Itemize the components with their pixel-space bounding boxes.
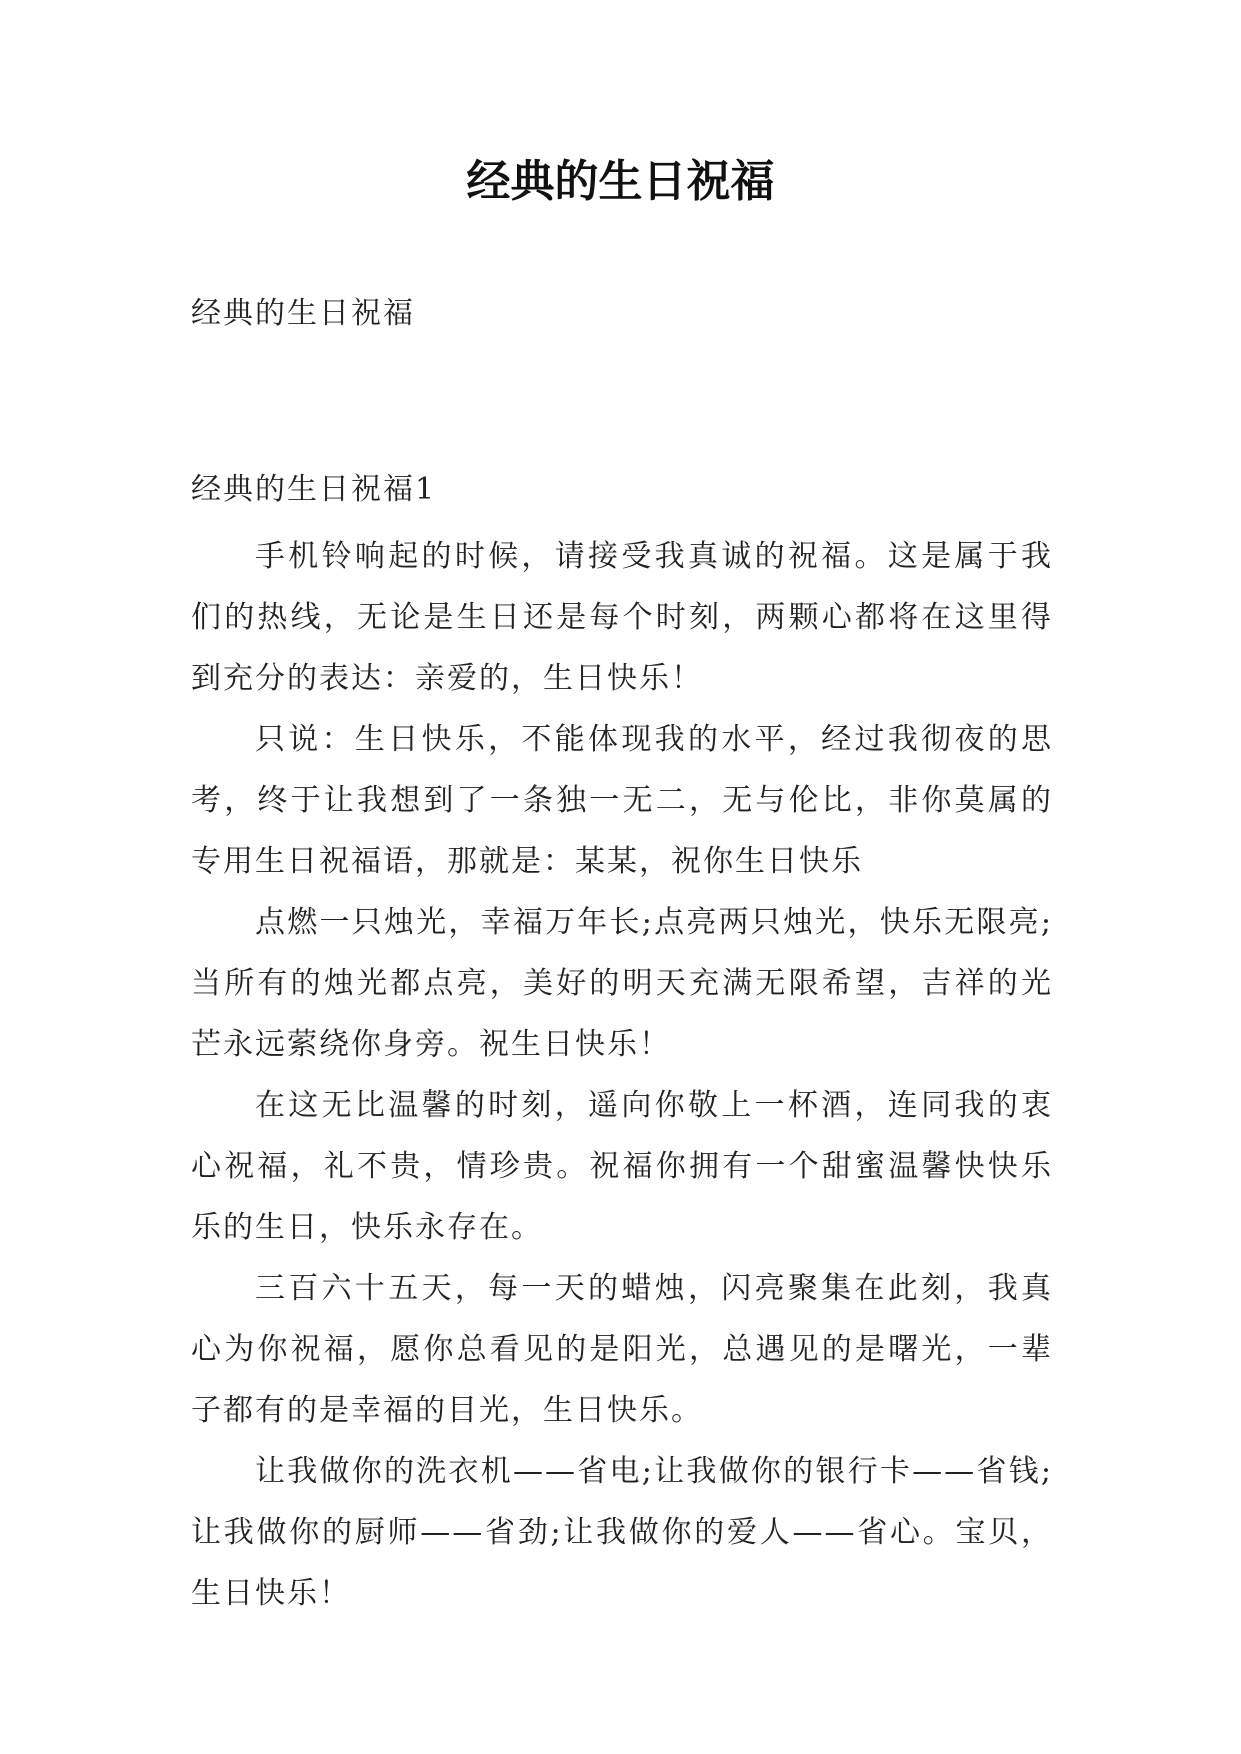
paragraph: 三百六十五天，每一天的蜡烛，闪亮聚集在此刻，我真心为你祝福，愿你总看见的是阳光，总遇见的是曙光，一辈子都有的是幸福的目光，生日快乐。 — [191, 1271, 1053, 1428]
paragraph: 在这无比温馨的时刻，遥向你敬上一杯酒，连同我的衷心祝福，礼不贵，情珍贵。祝福你拥有一个甜蜜温馨快快乐乐的生日，快乐永存在。 — [191, 1088, 1053, 1245]
paragraph: 让我做你的洗衣机——省电;让我做你的银行卡——省钱;让我做你的厨师——省劲;让我做你的爱人——省心。宝贝，生日快乐！ — [191, 1454, 1053, 1611]
paragraph: 点燃一只烛光，幸福万年长;点亮两只烛光，快乐无限亮;当所有的烛光都点亮，美好的明天充满无限希望，吉祥的光芒永远萦绕你身旁。祝生日快乐！ — [191, 905, 1053, 1062]
paragraph: 只说：生日快乐，不能体现我的水平，经过我彻夜的思考，终于让我想到了一条独一无二，无与伦比，非你莫属的专用生日祝福语，那就是：某某，祝你生日快乐 — [191, 722, 1053, 879]
body-text — [191, 526, 1053, 1624]
paragraph: 手机铃响起的时候，请接受我真诚的祝福。这是属于我们的热线，无论是生日还是每个时刻，两颗心都将在这里得到充分的表达：亲爱的，生日快乐！ — [191, 539, 1053, 696]
document-subtitle: 经典的生日祝福 — [191, 296, 415, 331]
page-title: 经典的生日祝福 — [466, 156, 775, 207]
section-heading: 经典的生日祝福1 — [191, 472, 437, 507]
